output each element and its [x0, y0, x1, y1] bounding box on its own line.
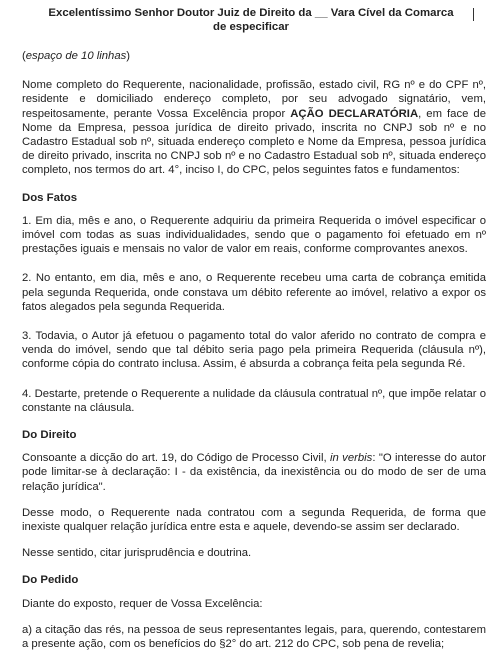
fatos-paragraph-4: 4. Destarte, pretende o Requerente a nulidade da cláusula contratual nº, que impõe relatar o constante na cláusula.	[22, 387, 486, 414]
action-name: AÇÃO DECLARATÓRIA	[290, 107, 419, 120]
fatos-paragraph-2: 2. No entanto, em dia, mês e ano, o Requerente recebeu uma carta de cobrança emitida pela segunda Requerida, onde constava um débito referente ao imóvel, relativo a expor os fatos alegados pela segunda Requerida.	[22, 272, 486, 313]
intro-text-1: Nome completo do Requerente, nacionalidade, profissão, estado civil, RG nº e do CPF nº, residente e domiciliado endereço completo, por seu advogado signatário, vem, respeitosamente, perante Vossa Excelência propor	[22, 79, 486, 120]
direito-paragraph-3: Nesse sentido, citar jurisprudência e doutrina.	[22, 547, 252, 560]
document-title	[22, 6, 486, 34]
spacing-note-text: espaço de 10 linhas	[25, 50, 127, 62]
intro-paragraph	[22, 78, 486, 177]
title-line-1: Excelentíssimo Senhor Doutor Juiz de Direito da __ Vara Cível da Comarca	[48, 7, 454, 19]
spacing-note: (espaço de 10 linhas)	[22, 50, 131, 62]
section-heading-pedido: Do Pedido	[22, 574, 79, 587]
section-heading-fatos: Dos Fatos	[22, 191, 78, 204]
direito-paragraph-2: Desse modo, o Requerente nada contratou com a segunda Requerida, de forma que inexiste qualquer relação jurídica entre esta e aquele, devendo-se assim ser declarado.	[22, 506, 486, 534]
pedido-paragraph-1: Diante do exposto, requer de Vossa Excelência:	[22, 597, 263, 610]
direito-text-2: : "O interesse do autor pode limitar-se à declaração: I - da existência, da inexistência ou do modo de ser de uma relação jurídica".	[22, 452, 486, 493]
fatos-paragraph-1: 1. Em dia, mês e ano, o Requerente adquiriu da primeira Requerida o imóvel especificar o imóvel com todas as suas individualidades, sendo que o pagamento foi efetuado em nº prestações iguais e mensais no valor de valor em reais, conforme comprovantes anexos.	[22, 214, 486, 256]
intro-text-2: , em face de Nome da Empresa, pessoa jurídica de direito privado, inscrita no CNPJ sob nº e no Cadastro Estadual sob nº, situada endereço completo e Nome da Empresa, pessoa jurídica de direito privado, inscrita no CNPJ sob nº e no Cadastro Estadual sob nº, situada endereço completo, nos termos do art. 4°, inciso I, do CPC, pelos seguintes fatos e fundamentos:	[22, 107, 486, 177]
direito-text-1: Consoante a dicção do art. 19, do Código de Processo Civil,	[22, 452, 330, 465]
fatos-paragraph-3: 3. Todavia, o Autor já efetuou o pagamento total do valor aferido no contrato de compra e venda do imóvel, sendo que tal débito seria pago pela primeira Requerida (cláusula nº), conforme cópia do contrato inclusa. Assim, é absurda a cobrança feita pela segunda Ré.	[22, 330, 486, 371]
pedido-paragraph-2: a) a citação das rés, na pessoa de seus representantes legais, para, querendo, contestarem a presente ação, com os benefícios do §2° do art. 212 do CPC, sob pena de revelia;	[22, 623, 486, 651]
title-line-2: de especificar	[213, 21, 289, 33]
direito-italic: in verbis	[330, 452, 373, 465]
text-cursor	[473, 8, 474, 21]
direito-paragraph-1	[22, 451, 486, 494]
section-heading-direito: Do Direito	[22, 429, 77, 442]
